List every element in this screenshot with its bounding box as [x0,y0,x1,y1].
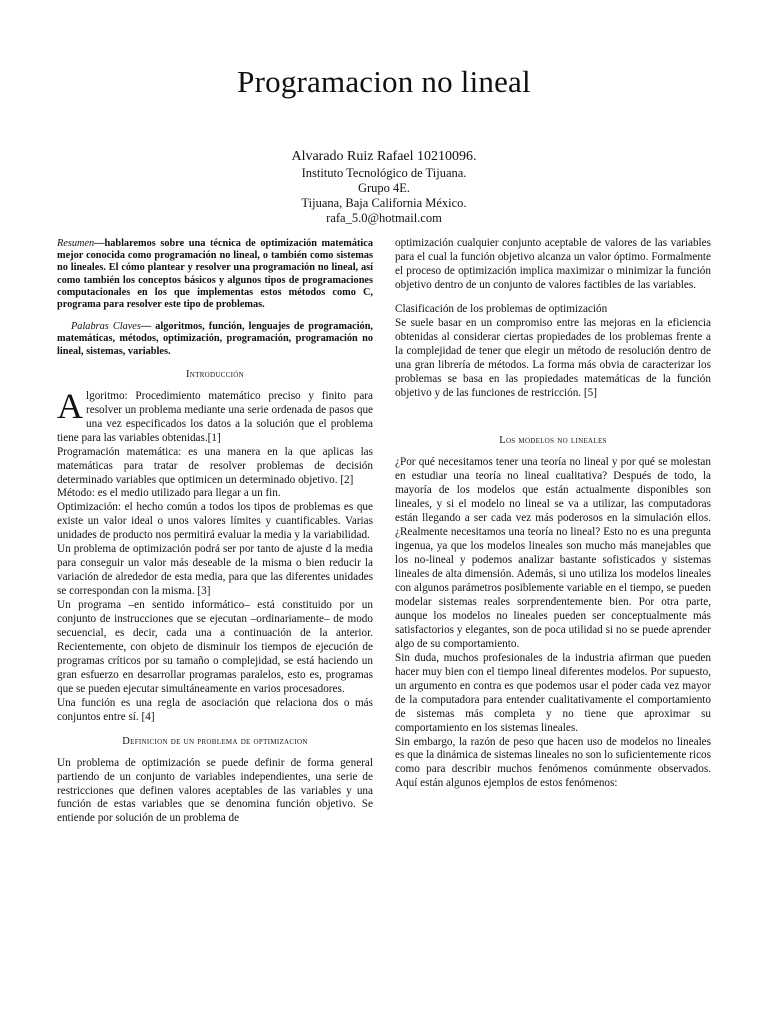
drop-cap: A [57,385,83,426]
keywords [57,321,373,358]
author-email: rafa_5.0@hotmail.com [326,211,442,225]
left-column [57,238,373,826]
abstract-text: —hablaremos sobre una técnica de optimización matemática mejor conocida como programación no lineal, o también como sistemas no lineales. El cómo plantear y resolver una programación no lineal, así como también los conceptos básicos y algunos tipos de programaciones computacionales en los que implementas estos métodos como C, programa para resolver este tipo de problemas. [57,238,373,311]
keywords-text: — algoritmos, función, lenguajes de programación, matemáticas, métodos, optimización, programación, programación no lineal, sistemas, variables. [57,321,374,357]
paragraph-function: Una función es una regla de asociación que relaciona dos o más conjuntos entre sí. [4] [57,696,373,723]
paragraph-math-programming: Programación matemática: es una manera en la que aplicas las matemáticas para tratar de resolver problemas de decisión determinado variables que optimicen un determinado objetivo. [2] [57,445,373,486]
abstract-label: Resumen [57,238,95,249]
paper-title: Programacion no lineal [237,64,531,99]
subheading-classification: Clasificación de los problemas de optimización [395,302,608,315]
author-group: Grupo 4E. [357,181,411,195]
author-location: Tijuana, Baja California México. [301,196,467,210]
paragraph-definition: Un problema de optimización se puede definir de forma general partiendo de un conjunto de variables independientes, una serie de restricciones que definen valores aceptables de las variables y una función de estas variables que se denomina función objetivo. Se entiende por solución de un problema de [57,756,373,825]
paragraph-optimization: Optimización: el hecho común a todos los tipos de problemas es que existe un valor ideal o unos valores límites y cuantificables. Varias unidades de producto nos permitirá evaluar la media y la variabilidad. [57,501,373,542]
section-heading-nonlinear-models: Los modelos no lineales [499,435,607,447]
author-institution: Instituto Tecnológico de Tijuana. [301,166,467,180]
paragraph-phenomena: Sin embargo, la razón de peso que hacen uso de modelos no lineales es que la dinámica de sistemas lineales no son lo suficientemente ricos como para describir muchos fenómenos comúnmente observados. Aquí están algunos ejemplos de estos fenómenos: [395,735,711,790]
paragraph-algorithm [57,385,373,446]
paragraph-optimization-continued: optimización cualquier conjunto aceptable de valores de las variables para el cual la función objetivo alcanza un valor óptimo. Formalmente el proceso de optimización implica maximizar o minimizar la función objetivo dentro de un conjunto de valores factibles de las variables. [395,237,711,291]
paragraph-method: Método: es el medio utilizado para llegar a un fin. [57,487,281,500]
keywords-label: Palabras Claves [71,321,141,333]
author-name: Alvarado Ruiz Rafael 10210096. [291,149,477,164]
author-block [0,148,768,226]
section-heading-definition: Definicion de un problema de optimizacion [122,735,308,747]
paragraph-optimization-problem: Un problema de optimización podrá ser por tanto de ajuste d la media para conseguir un valor más deseable de la misma o bien reducir la variación de alrededor de esta media, para que las diferentes unidades se correspondan con la misma. [3] [57,543,373,598]
paragraph-classification: Se suele basar en un compromiso entre las mejoras en la eficiencia obtenidas al considerar ciertas propiedades de los problemas frente a la complejidad de tener que elegir un método de resolución dentro de una gran librería de métodos. La forma más obvia de caracterizar los problemas se basa en las propiedades matemáticas de la función objetivo y de las funciones de restricción. [5] [395,316,711,399]
paragraph-why-nonlinear: ¿Por qué necesitamos tener una teoría no lineal y por qué se molestan en estudiar una teoría no lineal cualitativa? Después de todo, la mayoría de los modelos que están actualmente disponibles son lineales, y si el modelo no lineal se va a utilizar, las computadoras están llegando a ser cada vez más poderosos en la simulación ellos. ¿Realmente necesitamos una teoría no lineal? Esto no es una pregunta ingenua, ya que los modelos lineales son mucho más manejables que los no-lineal y podemos analizar bastante sofisticados y sistemas lineales de alta dimensión. Además, si uno utiliza los modelos lineales con algunos parámetros posiblemente variable en el tiempo, se pueden modelar sistemas reales sorprendentemente bien. Por otra parte, aunque los modelos no lineales pueden ser conceptualmente más satisfactorios y elegantes, son de poca utilidad si no se puede aprender algo de su comportamiento. [395,456,711,650]
paragraph-program: Un programa –en sentido informático– está constituido por un conjunto de instrucciones que se ejecutan –ordinariamente– de modo secuencial, es decir, cada una a continuación de la anterior. Recientemente, con objeto de disminuir los tiempos de ejecución de programas críticos por su tamaño o complejidad, se está haciendo un gran esfuerzo en desarrollar programas paralelos, esto es, programas que se pueden ejecutar simultáneamente en varios procesadores. [57,599,373,695]
section-heading-introduction: Introducción [185,368,245,380]
paragraph-industry: Sin duda, muchos profesionales de la industria afirman que pueden hacer muy bien con el tiempo lineal diferentes modelos. Por supuesto, un argumento en contra es que podemos usar el poder cada vez mayor de la computadora para entender cualitativamente el comportamiento de sistemas más completa y no tiene que aproximar su comportamiento en los sistemas lineales. [395,651,711,734]
paragraph-text: lgoritmo: Procedimiento matemático preciso y finito para resolver un problema mediante una serie ordenada de pasos que una vez especificados los datos a la solución que el problema tiene para las variables obtenidas.[1] [57,389,373,444]
abstract [57,238,373,311]
right-column [395,237,711,791]
